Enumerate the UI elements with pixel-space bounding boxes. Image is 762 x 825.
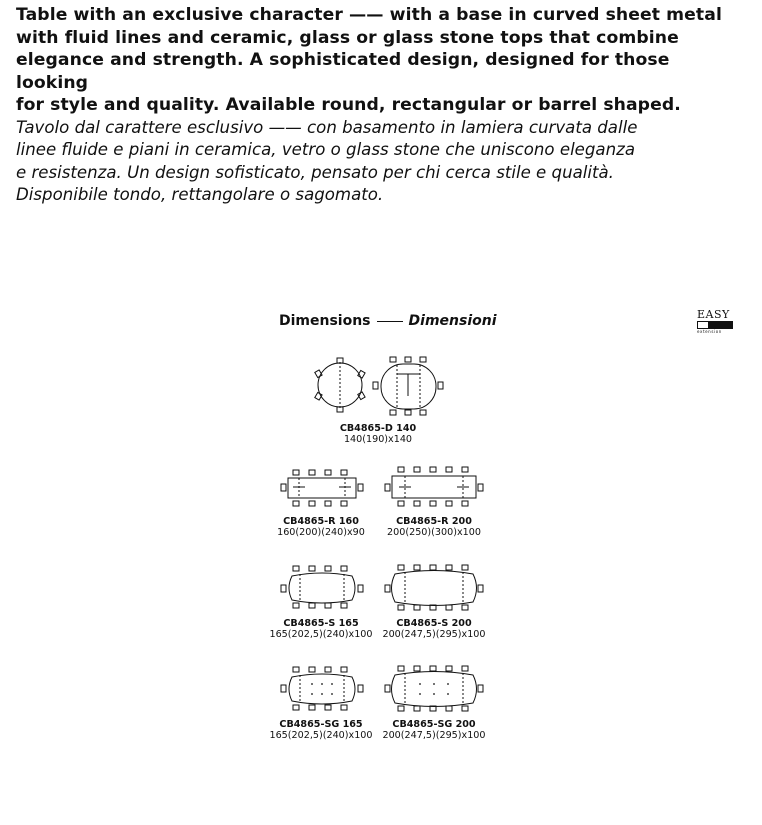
intro-en-line: elegance and strength. A sophisticated design, designed for those looking xyxy=(16,50,670,93)
model-size: 160(200)(240)x90 xyxy=(277,527,365,538)
barrel-table-200-diagram xyxy=(385,565,483,610)
barrel-stone-table-200-diagram xyxy=(385,666,483,711)
model-code: CB4865-SG 200 xyxy=(392,719,476,730)
rect-table-160-diagram xyxy=(281,470,363,506)
intro-en-line: Table with an exclusive character —— with a base in curved sheet metal xyxy=(16,5,722,25)
model-code: CB4865-S 165 xyxy=(283,618,359,629)
model-label xyxy=(369,618,499,640)
model-size: 165(202,5)(240)x100 xyxy=(269,629,373,640)
model-code: CB4865-S 200 xyxy=(396,618,472,629)
logo-sub: extension xyxy=(697,329,722,334)
model-size: 200(247,5)(295)x100 xyxy=(382,730,486,741)
barrel-table-165-diagram xyxy=(281,566,363,608)
model-label xyxy=(369,516,499,538)
rect-table-200-diagram xyxy=(385,467,483,506)
model-label xyxy=(256,719,386,741)
model-code: CB4865-SG 165 xyxy=(279,719,363,730)
intro-it-line: linee fluide e piani in ceramica, vetro o glass stone che uniscono eleganza xyxy=(16,140,635,159)
model-code: CB4865-R 200 xyxy=(396,516,472,527)
round-table-closed-diagram xyxy=(315,358,365,412)
model-size: 200(250)(300)x100 xyxy=(387,527,481,538)
model-label xyxy=(313,423,443,445)
model-size: 200(247,5)(295)x100 xyxy=(382,629,486,640)
intro-it-line: Tavolo dal carattere esclusivo —— con basamento in lamiera curvata dalle xyxy=(16,117,638,137)
barrel-stone-table-165-diagram xyxy=(281,667,363,710)
model-size: 165(202,5)(240)x100 xyxy=(269,730,373,741)
model-size: 140(190)x140 xyxy=(343,434,413,445)
model-label xyxy=(369,719,499,741)
model-label xyxy=(256,516,386,538)
dimensions-title-it: Dimensioni xyxy=(408,313,497,329)
model-code: CB4865-R 160 xyxy=(283,516,359,527)
intro-it-line: e resistenza. Un design sofisticato, pensato per chi cerca stile e qualità. xyxy=(16,162,614,182)
model-code: CB4865-D 140 xyxy=(339,423,417,434)
logo-word: EASY xyxy=(697,308,730,321)
intro-en-line: with fluid lines and ceramic, glass or glass stone tops that combine xyxy=(16,27,679,48)
round-table-extended-diagram xyxy=(373,357,443,415)
intro-it-line: Disponibile tondo, rettangolare o sagomato. xyxy=(16,185,384,204)
model-label xyxy=(256,618,386,640)
dimensions-title-en: Dimensions xyxy=(279,313,371,329)
intro-en-line: for style and quality. Available round, rectangular or barrel shaped. xyxy=(16,95,681,115)
